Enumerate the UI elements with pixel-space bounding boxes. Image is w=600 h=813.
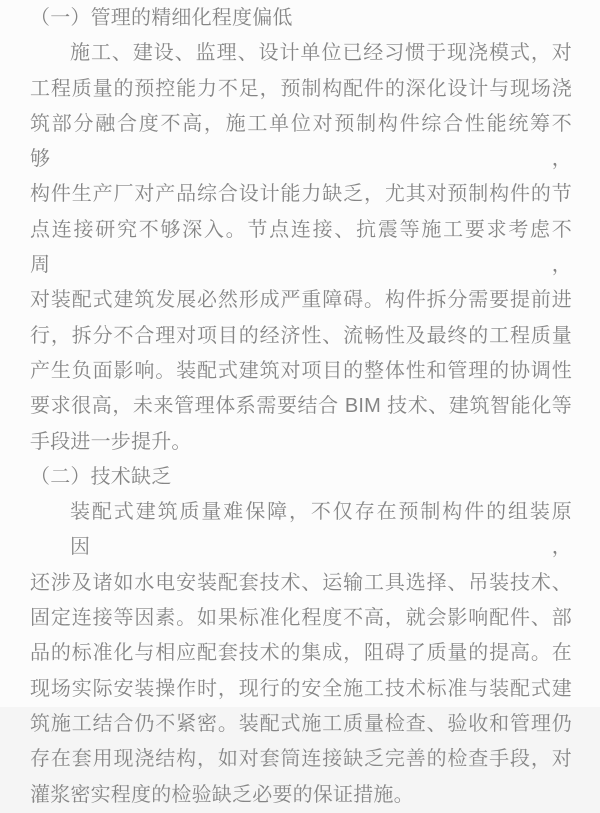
text-line: 产生负面影响。装配式建筑对项目的整体性和管理的协调性	[30, 359, 572, 382]
text-line: 还涉及诸如水电安装配套技术、运输工具选择、吊装技术、	[30, 571, 572, 594]
text-line: 要求很高，未来管理体系需要结合 BIM 技术、建筑智能化等	[30, 395, 572, 418]
text-line: 装配式建筑质量难保障，不仅存在预制构件的组装原因，	[70, 501, 572, 559]
text-line: 对装配式建筑发展必然形成严重障碍。构件拆分需要提前进	[30, 289, 572, 312]
section-1-paragraph	[30, 36, 572, 460]
text-line: 点连接研究不够深入。节点连接、抗震等施工要求考虑不周，	[30, 218, 572, 277]
text-line: 构件生产厂对产品综合设计能力缺乏，尤其对预制构件的节	[30, 183, 572, 206]
text-line: 筑部分融合度不高，施工单位对预制构件综合性能统筹不够，	[30, 112, 572, 171]
text-line: 手段进一步提升。	[30, 430, 192, 453]
text-line: 筑施工结合仍不紧密。装配式施工质量检查、验收和管理仍	[30, 712, 572, 735]
section-1-heading	[30, 1, 572, 36]
section-2-paragraph	[30, 495, 572, 813]
text-line: 存在套用现浇结构，如对套筒连接缺乏完善的检查手段，对	[30, 748, 572, 771]
text-line: 现场实际安装操作时，现行的安全施工技术标准与装配式建	[30, 677, 572, 700]
text-line: （二）技术缺乏	[30, 465, 172, 488]
text-line: 工程质量的预控能力不足，预制构配件的深化设计与现场浇	[30, 77, 572, 100]
text-line: 施工、建设、监理、设计单位已经习惯于现浇模式，对	[70, 42, 572, 65]
text-line: 行，拆分不合理对项目的经济性、流畅性及最终的工程质量	[30, 324, 572, 347]
text-line: （一）管理的精细化程度偏低	[30, 7, 293, 29]
text-line: 固定连接等因素。如果标准化程度不高，就会影响配件、部	[30, 607, 572, 630]
text-line: 灌浆密实程度的检验缺乏必要的保证措施。	[30, 783, 414, 806]
text-line: 品的标准化与相应配套技术的集成，阻碍了质量的提高。在	[30, 642, 572, 665]
section-2-heading	[30, 460, 572, 495]
